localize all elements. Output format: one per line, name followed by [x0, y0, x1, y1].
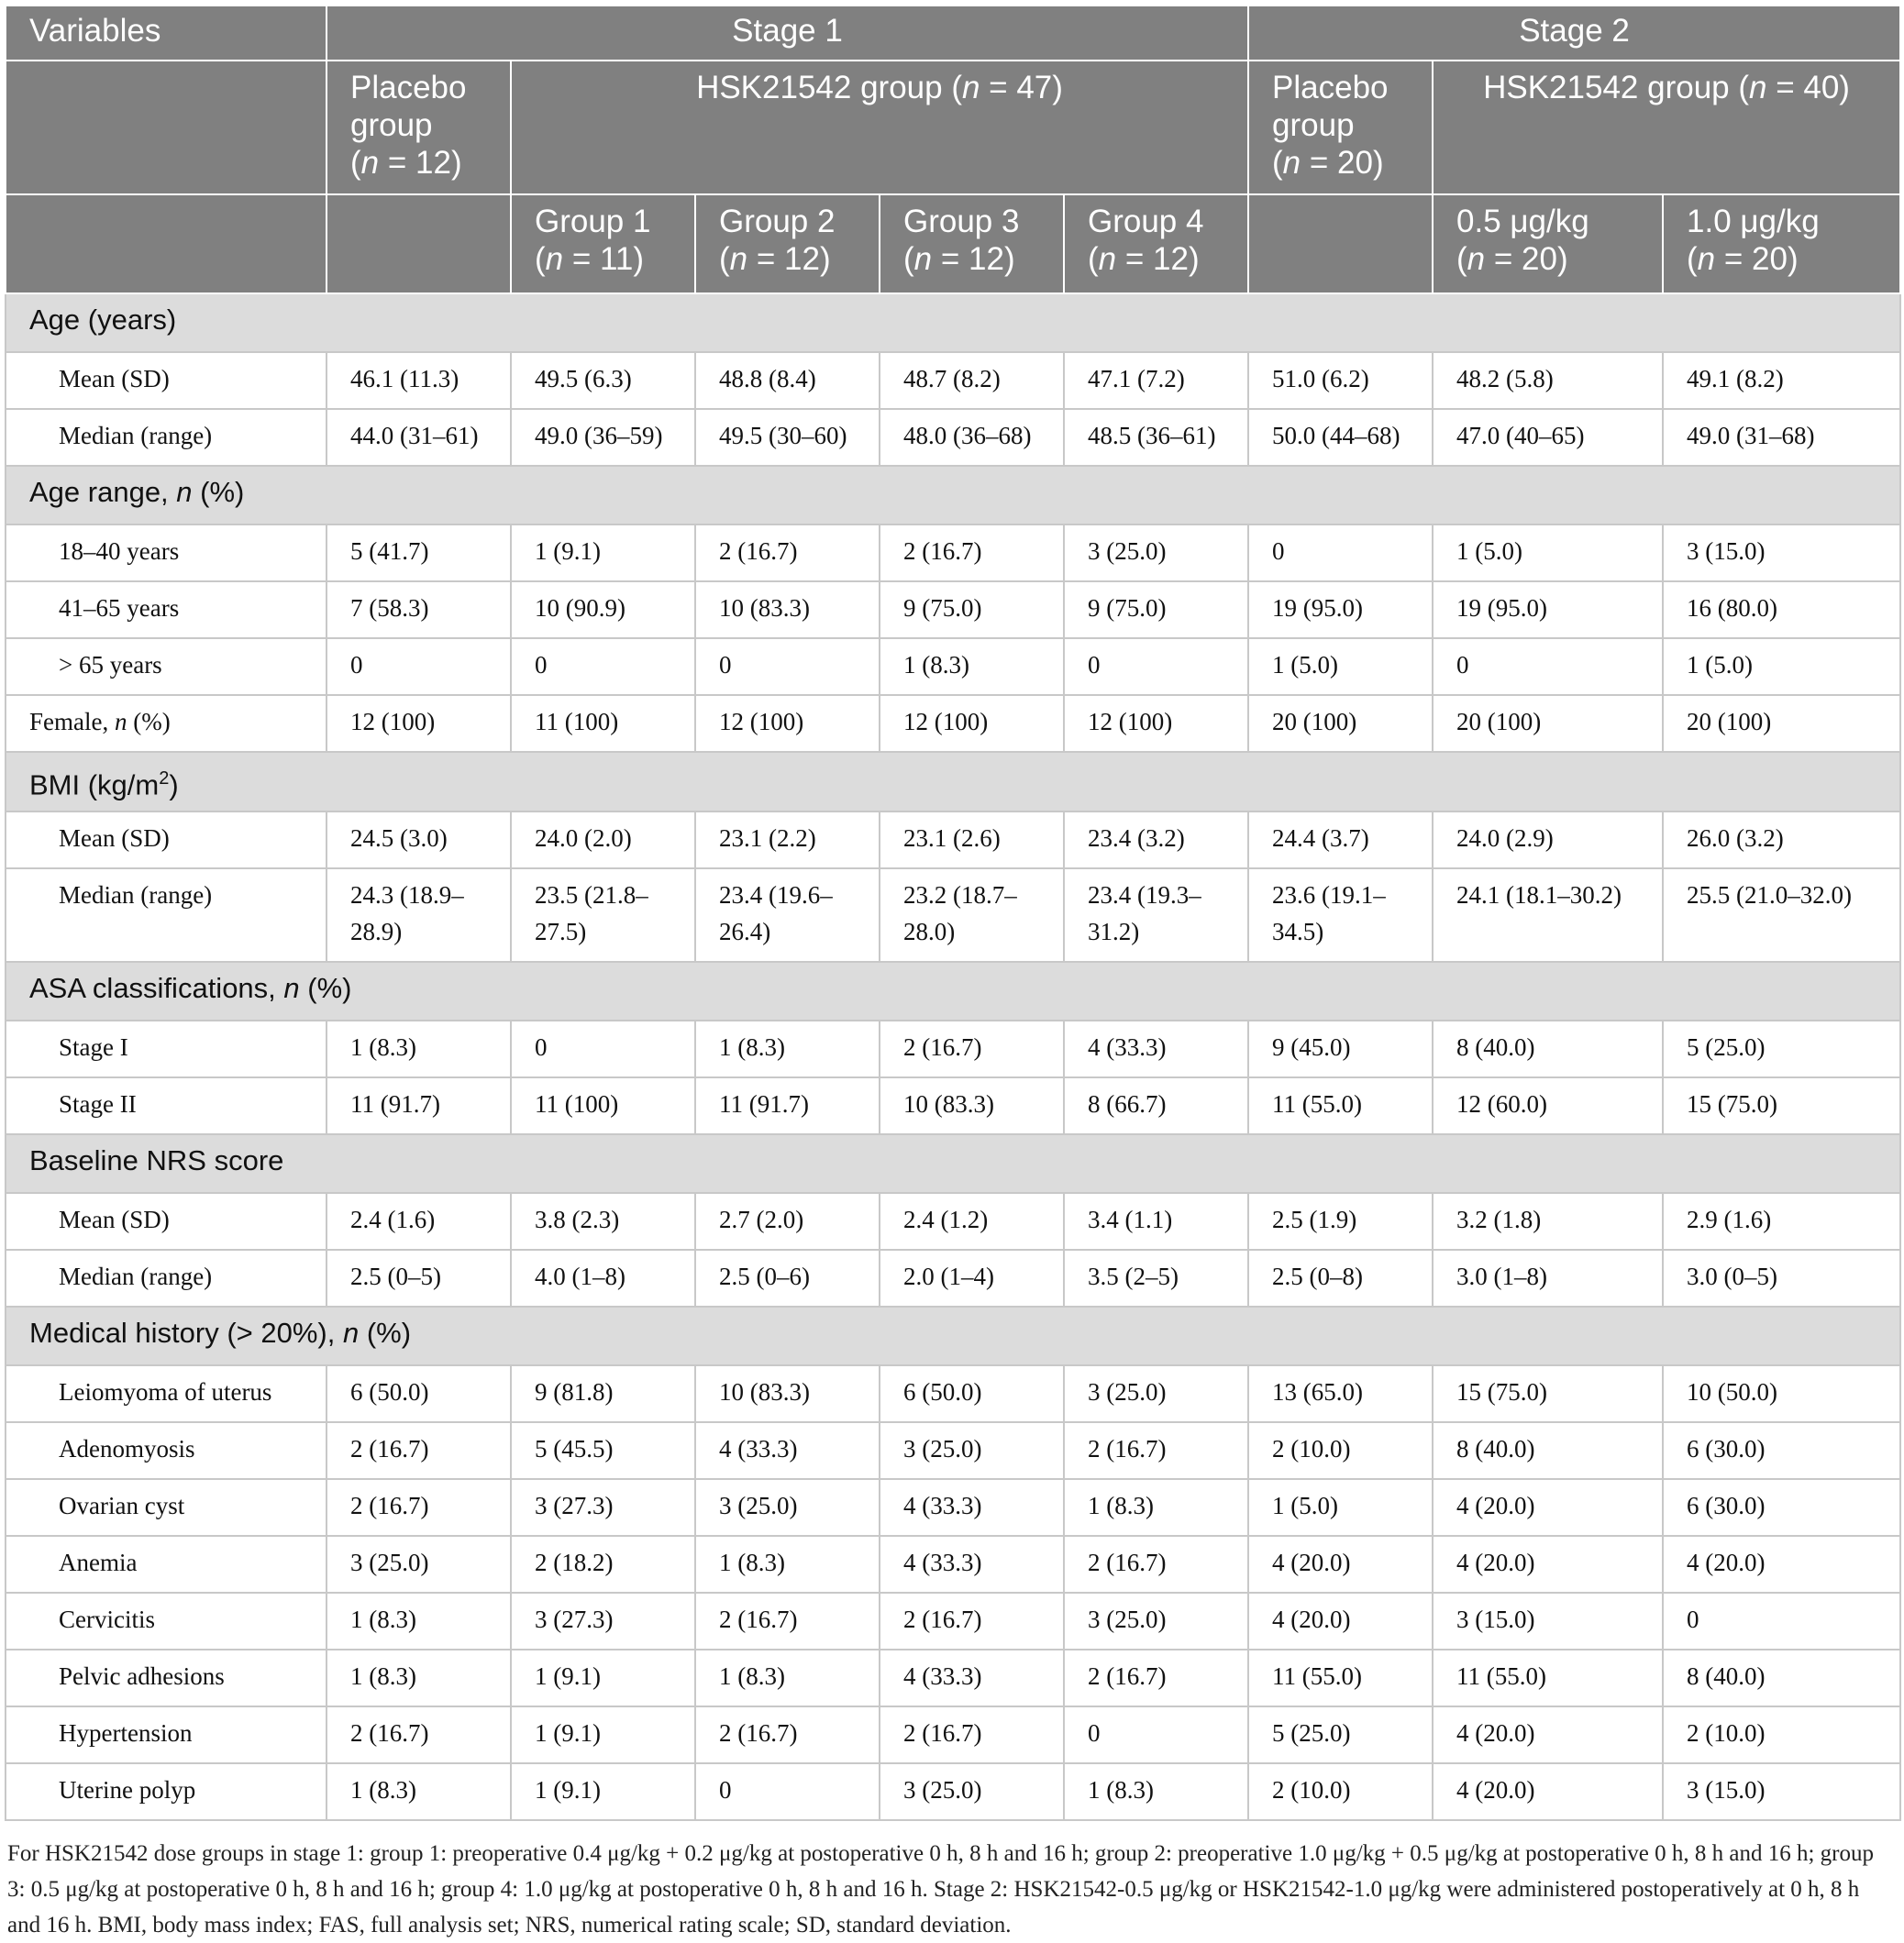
- table-cell: 1 (8.3): [880, 638, 1064, 695]
- table-row: [6, 1479, 1900, 1536]
- table-cell: 10 (83.3): [695, 581, 880, 638]
- table-cell: 1 (8.3): [695, 1650, 880, 1706]
- table-cell: 2 (16.7): [1064, 1650, 1248, 1706]
- header-s1-hsk: HSK21542 group (n = 47): [511, 61, 1248, 194]
- table-cell: 24.0 (2.0): [511, 811, 695, 868]
- header-s2-hsk: HSK21542 group (n = 40): [1433, 61, 1900, 194]
- table-cell: 1 (8.3): [327, 1021, 511, 1077]
- table-row: [6, 638, 1900, 695]
- table-cell: 4 (33.3): [880, 1536, 1064, 1593]
- table-cell: 4.0 (1–8): [511, 1250, 695, 1307]
- table-cell: 20 (100): [1433, 695, 1663, 752]
- table-cell: 10 (90.9): [511, 581, 695, 638]
- table-row: [6, 1193, 1900, 1250]
- table-row: [6, 1021, 1900, 1077]
- table-cell: 2.0 (1–4): [880, 1250, 1064, 1307]
- table-cell: 0: [695, 638, 880, 695]
- table-cell: 3 (25.0): [1064, 1365, 1248, 1422]
- table-cell: 19 (95.0): [1433, 581, 1663, 638]
- table-row: [6, 1536, 1900, 1593]
- table-cell: 2 (16.7): [695, 1593, 880, 1650]
- table-cell: 11 (100): [511, 1077, 695, 1134]
- table-cell: 24.5 (3.0): [327, 811, 511, 868]
- table-cell: 9 (81.8): [511, 1365, 695, 1422]
- table-cell: 11 (55.0): [1433, 1650, 1663, 1706]
- table-cell: 2.4 (1.6): [327, 1193, 511, 1250]
- table-cell: 1 (5.0): [1248, 638, 1433, 695]
- table-cell: 3 (15.0): [1663, 524, 1900, 581]
- table-cell: 3 (27.3): [511, 1593, 695, 1650]
- table-cell: 3.0 (1–8): [1433, 1250, 1663, 1307]
- footnote: For HSK21542 dose groups in stage 1: group 1: preoperative 0.4 μg/kg + 0.2 μg/kg at postoperative 0 h, 8 h and 16 h; group 2: preoperative 1.0 μg/kg + 0.5 μg/kg at postoperative 0 h, 8 h and 16 h; group 3: 0.5 μg/kg at postoperative 0 h, 8 h and 16 h; group 4: 1.0 μg/kg at postoperative 0 h, 8 h and 16 h. Stage 2: HSK21542-0.5 μg/kg or HSK21542-1.0 μg/kg were administered postoperatively at 0 h, 8 h and 16 h. BMI, body mass index; FAS, full analysis set; NRS, numerical rating scale; SD, standard deviation.: [7, 1841, 1874, 1938]
- table-cell: 6 (30.0): [1663, 1422, 1900, 1479]
- table-cell: 4 (20.0): [1433, 1479, 1663, 1536]
- table-row: [6, 811, 1900, 868]
- table-cell: 5 (41.7): [327, 524, 511, 581]
- table-cell: 2 (16.7): [880, 1706, 1064, 1763]
- table-row: [6, 352, 1900, 409]
- table-cell: 12 (100): [880, 695, 1064, 752]
- table-cell: 20 (100): [1663, 695, 1900, 752]
- table-cell: 10 (83.3): [880, 1077, 1064, 1134]
- table-cell: 23.4 (3.2): [1064, 811, 1248, 868]
- table-cell: 24.4 (3.7): [1248, 811, 1433, 868]
- table-row: [6, 1706, 1900, 1763]
- table-cell: 48.7 (8.2): [880, 352, 1064, 409]
- table-cell: 5 (25.0): [1248, 1706, 1433, 1763]
- table-cell: 4 (20.0): [1248, 1593, 1433, 1650]
- table-cell: 11 (91.7): [327, 1077, 511, 1134]
- section-age: Age (years): [6, 293, 1900, 352]
- header-stage-2: Stage 2: [1248, 6, 1900, 61]
- row-label: Pelvic adhesions: [6, 1650, 327, 1706]
- table-cell: 23.5 (21.8–27.5): [511, 868, 695, 962]
- row-label: Uterine polyp: [6, 1763, 327, 1820]
- table-row: [6, 868, 1900, 962]
- section-medical-history: Medical history (> 20%), n (%): [6, 1307, 1900, 1365]
- table-cell: 11 (91.7): [695, 1077, 880, 1134]
- table-cell: 2.5 (1.9): [1248, 1193, 1433, 1250]
- table-cell: 50.0 (44–68): [1248, 409, 1433, 466]
- table-cell: 2 (16.7): [880, 1021, 1064, 1077]
- table-cell: 46.1 (11.3): [327, 352, 511, 409]
- table-cell: 9 (75.0): [880, 581, 1064, 638]
- row-label: 41–65 years: [6, 581, 327, 638]
- table-cell: 4 (33.3): [880, 1479, 1064, 1536]
- table-cell: 7 (58.3): [327, 581, 511, 638]
- table-cell: 2 (16.7): [1064, 1422, 1248, 1479]
- header-dose-10: 1.0 μg/kg (n = 20): [1663, 194, 1900, 293]
- table-row: [6, 1422, 1900, 1479]
- table-cell: 0: [1064, 1706, 1248, 1763]
- table-cell: 1 (8.3): [327, 1650, 511, 1706]
- table-cell: 4 (33.3): [1064, 1021, 1248, 1077]
- table-cell: 3.5 (2–5): [1064, 1250, 1248, 1307]
- table-cell: 10 (50.0): [1663, 1365, 1900, 1422]
- table-cell: 3.8 (2.3): [511, 1193, 695, 1250]
- table-cell: 48.2 (5.8): [1433, 352, 1663, 409]
- table-cell: 6 (30.0): [1663, 1479, 1900, 1536]
- table-cell: 23.1 (2.6): [880, 811, 1064, 868]
- table-row: [6, 524, 1900, 581]
- table-cell: 11 (55.0): [1248, 1077, 1433, 1134]
- table-cell: 16 (80.0): [1663, 581, 1900, 638]
- row-label: Median (range): [6, 409, 327, 466]
- table-cell: 3.0 (0–5): [1663, 1250, 1900, 1307]
- table-cell: 5 (45.5): [511, 1422, 695, 1479]
- table-cell: 9 (45.0): [1248, 1021, 1433, 1077]
- header-group-1: Group 1 (n = 11): [511, 194, 695, 293]
- table-cell: 3 (15.0): [1663, 1763, 1900, 1820]
- table-cell: 11 (100): [511, 695, 695, 752]
- table-cell: 20 (100): [1248, 695, 1433, 752]
- row-label: Anemia: [6, 1536, 327, 1593]
- row-label: Stage I: [6, 1021, 327, 1077]
- table-cell: 2.7 (2.0): [695, 1193, 880, 1250]
- table-cell: 2 (10.0): [1248, 1763, 1433, 1820]
- table-cell: 48.5 (36–61): [1064, 409, 1248, 466]
- header-group-2: Group 2 (n = 12): [695, 194, 880, 293]
- table-cell: 23.2 (18.7–28.0): [880, 868, 1064, 962]
- row-label: Median (range): [6, 868, 327, 962]
- header-blank: [6, 194, 327, 293]
- table-cell: 2.4 (1.2): [880, 1193, 1064, 1250]
- table-cell: 23.4 (19.3–31.2): [1064, 868, 1248, 962]
- table-cell: 2 (10.0): [1663, 1706, 1900, 1763]
- header-group-3: Group 3 (n = 12): [880, 194, 1064, 293]
- table-cell: 13 (65.0): [1248, 1365, 1433, 1422]
- table-row: [6, 695, 1900, 752]
- table-cell: 8 (40.0): [1663, 1650, 1900, 1706]
- table-cell: 24.0 (2.9): [1433, 811, 1663, 868]
- table-cell: 2 (16.7): [1064, 1536, 1248, 1593]
- table-cell: 1 (9.1): [511, 1706, 695, 1763]
- table-cell: 0: [511, 638, 695, 695]
- table-cell: 2.5 (0–8): [1248, 1250, 1433, 1307]
- table-cell: 3.2 (1.8): [1433, 1193, 1663, 1250]
- section-age-range: Age range, n (%): [6, 466, 1900, 524]
- row-label: Mean (SD): [6, 352, 327, 409]
- table-cell: 47.0 (40–65): [1433, 409, 1663, 466]
- row-label: Stage II: [6, 1077, 327, 1134]
- table-cell: 0: [1248, 524, 1433, 581]
- table-cell: 47.1 (7.2): [1064, 352, 1248, 409]
- table-cell: 3 (15.0): [1433, 1593, 1663, 1650]
- table-cell: 4 (33.3): [695, 1422, 880, 1479]
- table-cell: 49.0 (36–59): [511, 409, 695, 466]
- table-cell: 2 (16.7): [880, 524, 1064, 581]
- section-asa: ASA classifications, n (%): [6, 962, 1900, 1021]
- table-cell: 3.4 (1.1): [1064, 1193, 1248, 1250]
- table-row: [6, 1077, 1900, 1134]
- header-blank: [6, 61, 327, 194]
- table-cell: 19 (95.0): [1248, 581, 1433, 638]
- table-cell: 1 (8.3): [1064, 1479, 1248, 1536]
- table-cell: 26.0 (3.2): [1663, 811, 1900, 868]
- table-cell: 2.9 (1.6): [1663, 1193, 1900, 1250]
- header-blank: [327, 194, 511, 293]
- table-cell: 48.8 (8.4): [695, 352, 880, 409]
- table-cell: 2 (16.7): [327, 1422, 511, 1479]
- table-cell: 2 (16.7): [695, 524, 880, 581]
- table-cell: 24.1 (18.1–30.2): [1433, 868, 1663, 962]
- table-cell: 1 (8.3): [327, 1593, 511, 1650]
- table-cell: 1 (5.0): [1248, 1479, 1433, 1536]
- row-label: Adenomyosis: [6, 1422, 327, 1479]
- table-cell: 3 (25.0): [1064, 524, 1248, 581]
- row-label: 18–40 years: [6, 524, 327, 581]
- table-cell: 8 (40.0): [1433, 1021, 1663, 1077]
- table-cell: 48.0 (36–68): [880, 409, 1064, 466]
- table-cell: 12 (100): [695, 695, 880, 752]
- row-label: Cervicitis: [6, 1593, 327, 1650]
- table-cell: 4 (33.3): [880, 1650, 1064, 1706]
- table-cell: 10 (83.3): [695, 1365, 880, 1422]
- table-cell: 11 (55.0): [1248, 1650, 1433, 1706]
- table-cell: 1 (8.3): [695, 1536, 880, 1593]
- header-stage-1: Stage 1: [327, 6, 1248, 61]
- table-cell: 3 (25.0): [1064, 1593, 1248, 1650]
- table-cell: 4 (20.0): [1663, 1536, 1900, 1593]
- baseline-characteristics-table: [5, 5, 1901, 1821]
- table-cell: 2 (16.7): [327, 1479, 511, 1536]
- table-row: [6, 1593, 1900, 1650]
- row-label: Mean (SD): [6, 811, 327, 868]
- table-cell: 25.5 (21.0–32.0): [1663, 868, 1900, 962]
- table-cell: 44.0 (31–61): [327, 409, 511, 466]
- table-cell: 2 (18.2): [511, 1536, 695, 1593]
- table-cell: 49.1 (8.2): [1663, 352, 1900, 409]
- table-row: [6, 409, 1900, 466]
- table-cell: 49.5 (30–60): [695, 409, 880, 466]
- table-cell: 49.5 (6.3): [511, 352, 695, 409]
- table-row: [6, 1250, 1900, 1307]
- header-blank: [1248, 194, 1433, 293]
- table-cell: 5 (25.0): [1663, 1021, 1900, 1077]
- header-s2-placebo: Placebo group (n = 20): [1248, 61, 1433, 194]
- table-cell: 1 (9.1): [511, 1650, 695, 1706]
- table-cell: 1 (9.1): [511, 1763, 695, 1820]
- table-cell: 3 (27.3): [511, 1479, 695, 1536]
- table-cell: 23.1 (2.2): [695, 811, 880, 868]
- table-cell: 8 (40.0): [1433, 1422, 1663, 1479]
- table-cell: 12 (100): [1064, 695, 1248, 752]
- table-cell: 0: [1433, 638, 1663, 695]
- table-cell: 1 (9.1): [511, 524, 695, 581]
- header-group-4: Group 4 (n = 12): [1064, 194, 1248, 293]
- table-cell: 1 (5.0): [1433, 524, 1663, 581]
- table-row: [6, 1650, 1900, 1706]
- table-cell: 2 (16.7): [327, 1706, 511, 1763]
- table-cell: 9 (75.0): [1064, 581, 1248, 638]
- table-cell: 3 (25.0): [327, 1536, 511, 1593]
- table-cell: 1 (5.0): [1663, 638, 1900, 695]
- table-cell: 0: [695, 1763, 880, 1820]
- table-cell: 12 (60.0): [1433, 1077, 1663, 1134]
- header-dose-05: 0.5 μg/kg (n = 20): [1433, 194, 1663, 293]
- table-row: [6, 1365, 1900, 1422]
- table-cell: 0: [511, 1021, 695, 1077]
- table-row: [6, 1763, 1900, 1820]
- table-cell: 51.0 (6.2): [1248, 352, 1433, 409]
- table-cell: 0: [1064, 638, 1248, 695]
- table-cell: 2 (16.7): [695, 1706, 880, 1763]
- table-cell: 24.3 (18.9–28.9): [327, 868, 511, 962]
- table-cell: 6 (50.0): [880, 1365, 1064, 1422]
- table-row: [6, 581, 1900, 638]
- table-cell: 2 (10.0): [1248, 1422, 1433, 1479]
- table-cell: 15 (75.0): [1663, 1077, 1900, 1134]
- table-cell: 2 (16.7): [880, 1593, 1064, 1650]
- table-cell: 6 (50.0): [327, 1365, 511, 1422]
- row-label: Median (range): [6, 1250, 327, 1307]
- table-cell: 12 (100): [327, 695, 511, 752]
- row-label: Ovarian cyst: [6, 1479, 327, 1536]
- table-cell: 2.5 (0–5): [327, 1250, 511, 1307]
- table-cell: 49.0 (31–68): [1663, 409, 1900, 466]
- table-cell: 23.6 (19.1–34.5): [1248, 868, 1433, 962]
- table-cell: 4 (20.0): [1248, 1536, 1433, 1593]
- section-nrs: Baseline NRS score: [6, 1134, 1900, 1193]
- table-cell: 23.4 (19.6–26.4): [695, 868, 880, 962]
- row-label: Hypertension: [6, 1706, 327, 1763]
- table-cell: 0: [1663, 1593, 1900, 1650]
- row-label: > 65 years: [6, 638, 327, 695]
- section-bmi: BMI $(kg/m^2)$: [6, 752, 1900, 811]
- table-cell: 1 (8.3): [695, 1021, 880, 1077]
- table-cell: 3 (25.0): [695, 1479, 880, 1536]
- table-cell: 1 (8.3): [1064, 1763, 1248, 1820]
- table-cell: 0: [327, 638, 511, 695]
- table-cell: 4 (20.0): [1433, 1536, 1663, 1593]
- table-cell: 1 (8.3): [327, 1763, 511, 1820]
- table-cell: 3 (25.0): [880, 1422, 1064, 1479]
- table-cell: 2.5 (0–6): [695, 1250, 880, 1307]
- table-cell: 8 (66.7): [1064, 1077, 1248, 1134]
- row-label: Mean (SD): [6, 1193, 327, 1250]
- table-container: [5, 5, 1899, 1943]
- table-cell: 3 (25.0): [880, 1763, 1064, 1820]
- header-s1-placebo: Placebo group (n = 12): [327, 61, 511, 194]
- table-cell: 4 (20.0): [1433, 1706, 1663, 1763]
- header-variables: Variables: [6, 6, 327, 61]
- table-cell: 4 (20.0): [1433, 1763, 1663, 1820]
- table-cell: 15 (75.0): [1433, 1365, 1663, 1422]
- female-label: Female, n (%): [6, 695, 327, 752]
- row-label: Leiomyoma of uterus: [6, 1365, 327, 1422]
